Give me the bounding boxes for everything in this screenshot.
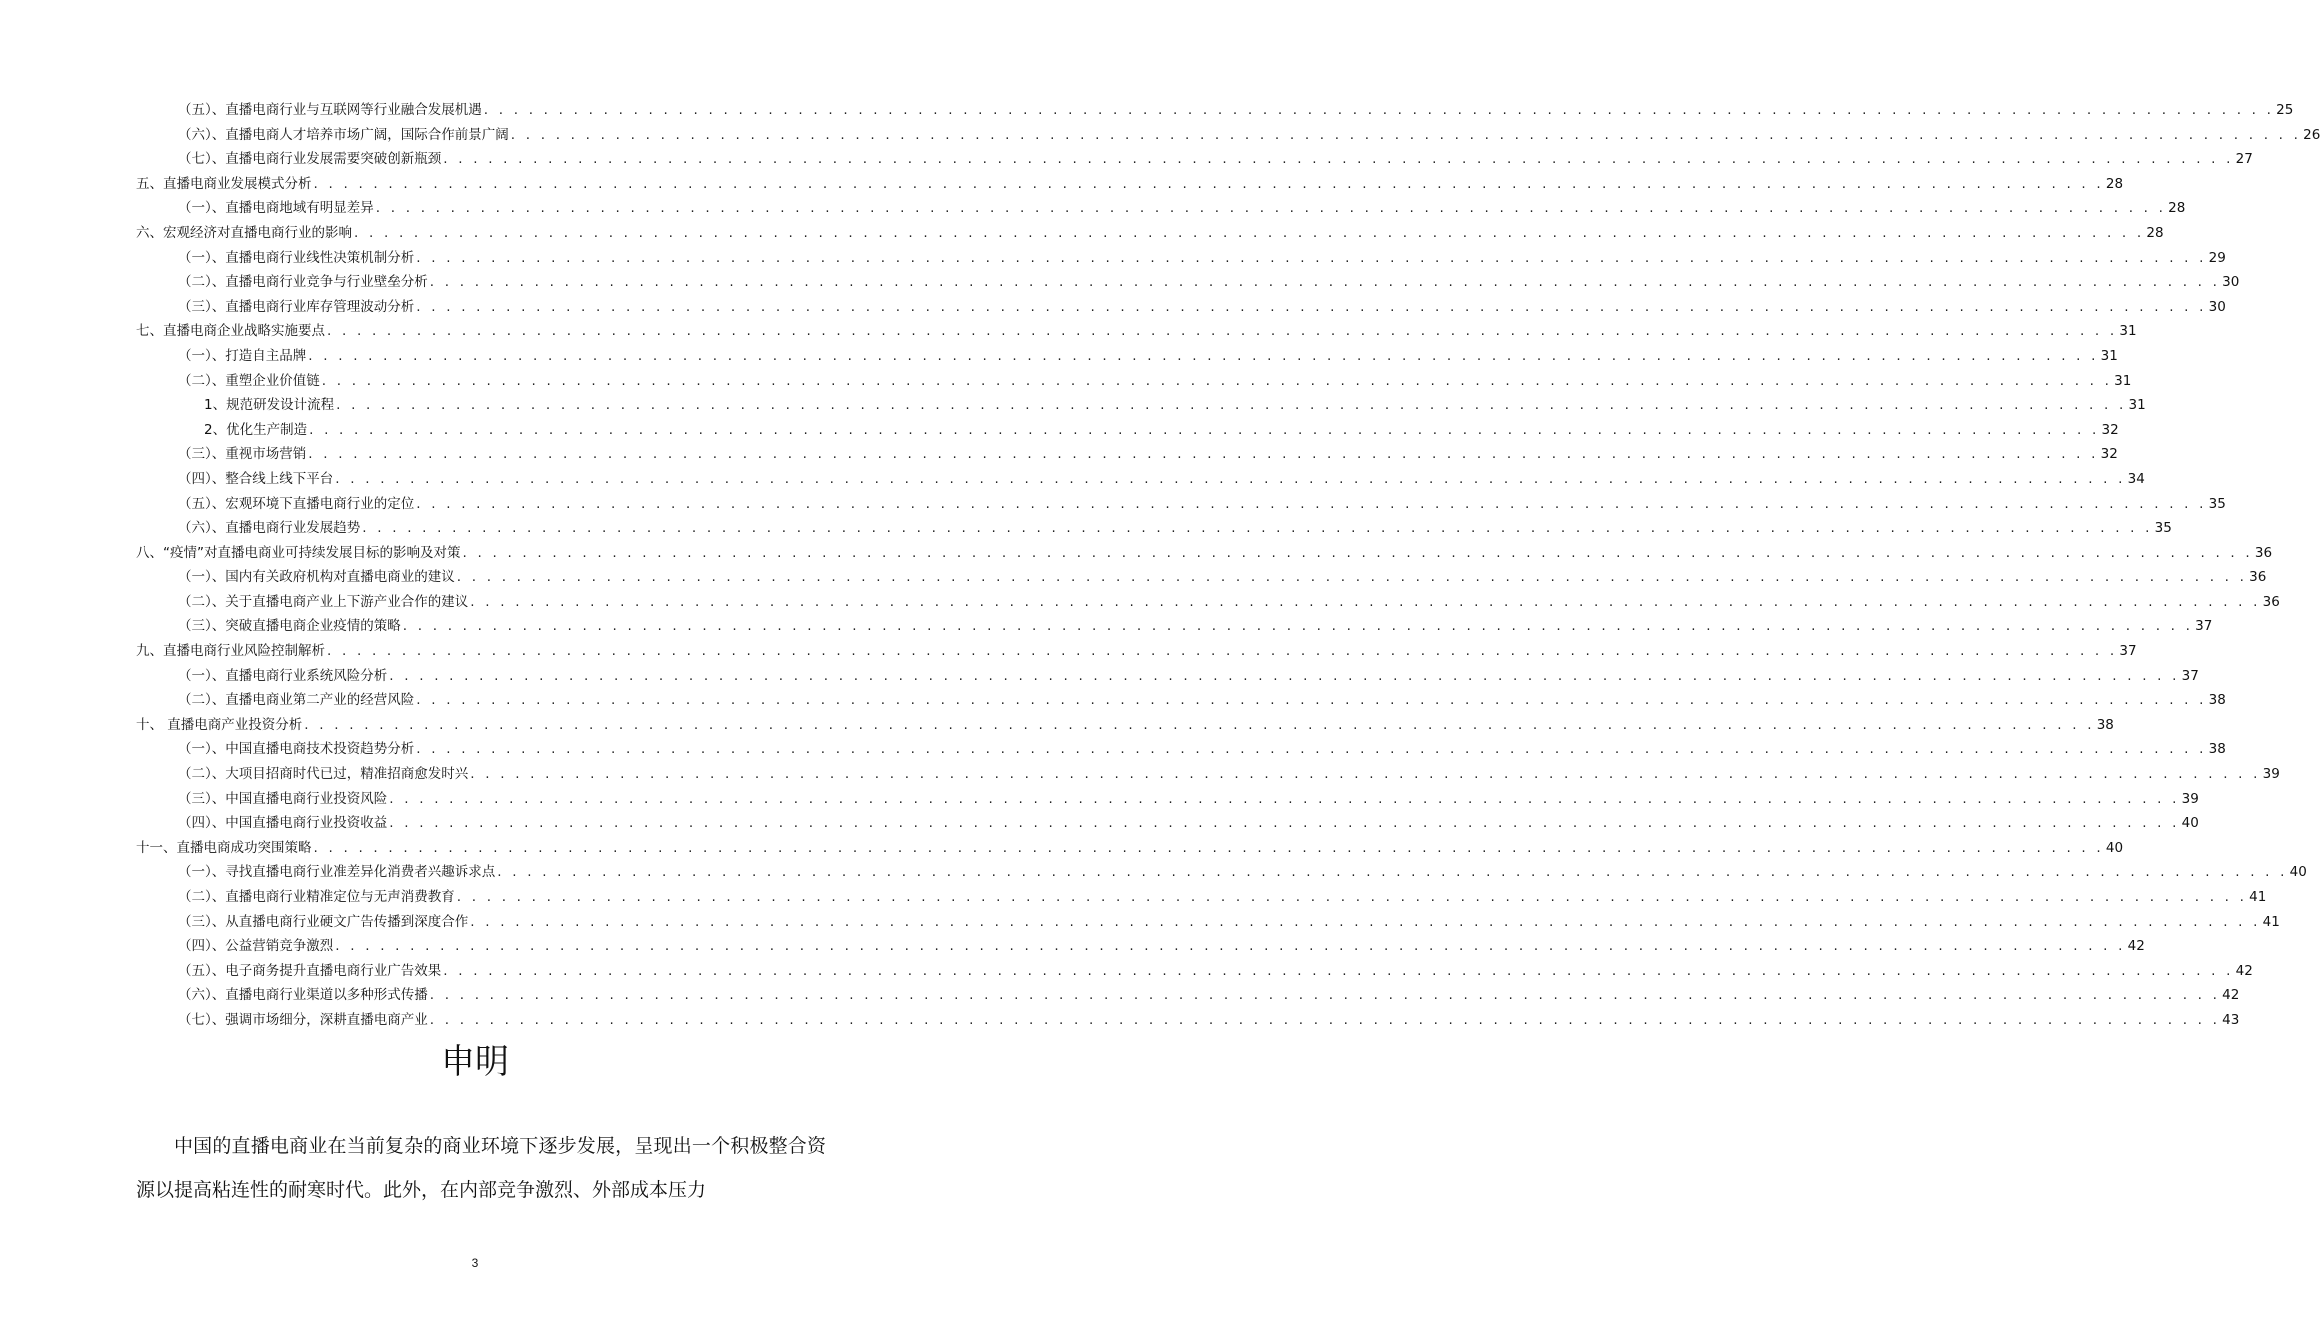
toc-entry-title: （一）、直播电商行业线性决策机制分析	[178, 249, 415, 266]
toc-dot-leader: . . . . . . . . . . . . . . . . . . . . . . . . . . . . . . . . . . . . . . . . . . . . . . . . . . . . . . . . . . . . . . . . . . . . . . . . . . . . . . . . . . . . . . . . . . . . . . . . . . . . . . . . . . . . . . . . . . . . . . . .	[456, 889, 2248, 905]
toc-dot-leader: . . . . . . . . . . . . . . . . . . . . . . . . . . . . . . . . . . . . . . . . . . . . . . . . . . . . . . . . . . . . . . . . . . . . . . . . . . . . . . . . . . . . . . . . . . . . . . . . . . . . . . . . . . . . . . . . . . . . . . . .	[416, 495, 2207, 512]
toc-entry-page: 31	[2100, 347, 2118, 364]
toc-dot-leader: . . . . . . . . . . . . . . . . . . . . . . . . . . . . . . . . . . . . . . . . . . . . . . . . . . . . . . . . . . . . . . . . . . . . . . . . . . . . . . . . . . . . . . . . . . . . . . . . . . . . . . . . . . . . . . . . . . . . . . . .	[456, 569, 2248, 586]
body-paragraph: 中国的直播电商业在当前复杂的商业环境下逐步发展，呈现出一个积极整合资源以提高粘连性的耐寒时代。此外，在内部竞争激烈、外部成本压力	[136, 1135, 826, 1201]
toc-entry-page: 40	[2105, 839, 2124, 856]
toc-dot-leader: . . . . . . . . . . . . . . . . . . . . . . . . . . . . . . . . . . . . . . . . . . . . . . . . . . . . . . . . . . . . . . . . . . . . . . . . . . . . . . . . . . . . . . . . . . . . . . . . . . . . . . . . . . . . . . . . . . . . . . . .	[389, 815, 2180, 832]
toc-entry[interactable]	[0, 467, 2145, 492]
toc-entry-page: 43	[2222, 1011, 2240, 1028]
toc-entry[interactable]	[0, 885, 2267, 910]
toc-entry[interactable]	[0, 590, 2280, 615]
toc-dot-leader: . . . . . . . . . . . . . . . . . . . . . . . . . . . . . . . . . . . . . . . . . . . . . . . . . . . . . . . . . . . . . . . . . . . . . . . . . . . . . . . . . . . . . . . . . . . . . . . . . . . . . . . . . . . . . . . . . . . . . . . .	[470, 593, 2261, 610]
toc-entry-page: 36	[2249, 569, 2267, 586]
toc-dot-leader: . . . . . . . . . . . . . . . . . . . . . . . . . . . . . . . . . . . . . . . . . . . . . . . . . . . . . . . . . . . . . . . . . . . . . . . . . . . . . . . . . . . . . . . . . . . . . . . . . . . . . . . . . . . . . . . . . . . . . . . .	[429, 1011, 2221, 1028]
toc-entry-page: 28	[2168, 200, 2186, 217]
toc-entry-title: 六、宏观经济对直播电商行业的影响	[136, 224, 352, 241]
toc-dot-leader: . . . . . . . . . . . . . . . . . . . . . . . . . . . . . . . . . . . . . . . . . . . . . . . . . . . . . . . . . . . . . . . . . . . . . . . . . . . . . . . . . . . . . . . . . . . . . . . . . . . . . . . . . . . . . . . . . . . . . . . .	[497, 864, 2288, 881]
toc-entry-page: 37	[2195, 618, 2213, 635]
toc-entry[interactable]	[0, 123, 2320, 148]
toc-dot-leader: . . . . . . . . . . . . . . . . . . . . . . . . . . . . . . . . . . . . . . . . . . . . . . . . . . . . . . . . . . . . . . . . . . . . . . . . . . . . . . . . . . . . . . . . . . . . . . . . . . . . . . . . . . . . . . . . . . . . . . . .	[321, 372, 2113, 389]
toc-entry-page: 29	[2208, 249, 2226, 266]
toc-entry-page: 38	[2208, 692, 2226, 709]
toc-entry-title: 2、优化生产制造	[204, 421, 308, 438]
toc-entry[interactable]	[0, 442, 2118, 467]
toc-entry[interactable]	[0, 811, 2199, 836]
toc-dot-leader: . . . . . . . . . . . . . . . . . . . . . . . . . . . . . . . . . . . . . . . . . . . . . . . . . . . . . . . . . . . . . . . . . . . . . . . . . . . . . . . . . . . . . . . . . . . . . . . . . . . . . . . . . . . . . . . . . . . . . . . .	[443, 151, 2234, 168]
toc-entry[interactable]	[0, 934, 2145, 959]
toc-entry[interactable]	[0, 418, 2119, 443]
toc-dot-leader: . . . . . . . . . . . . . . . . . . . . . . . . . . . . . . . . . . . . . . . . . . . . . . . . . . . . . . . . . . . . . . . . . . . . . . . . . . . . . . . . . . . . . . . . . . . . . . . . . . . . . . . . . . . . . . . . . . . . . . . .	[335, 470, 2126, 487]
toc-entry-page: 38	[2208, 741, 2226, 758]
toc-entry-title: （一）、直播电商地域有明显差异	[178, 200, 374, 217]
toc-dot-leader: . . . . . . . . . . . . . . . . . . . . . . . . . . . . . . . . . . . . . . . . . . . . . . . . . . . . . . . . . . . . . . . . . . . . . . . . . . . . . . . . . . . . . . . . . . . . . . . . . . . . . . . . . . . . . . . . . . . . . . . .	[416, 741, 2207, 758]
toc-entry-page: 27	[2235, 151, 2253, 168]
toc-entry[interactable]	[0, 246, 2226, 271]
toc-entry[interactable]	[0, 319, 2137, 344]
toc-entry-page: 31	[2119, 323, 2137, 340]
toc-entry[interactable]	[0, 541, 2273, 566]
toc-dot-leader: . . . . . . . . . . . . . . . . . . . . . . . . . . . . . . . . . . . . . . . . . . . . . . . . . . . . . . . . . . . . . . . . . . . . . . . . . . . . . . . . . . . . . . . . . . . . . . . . . . . . . . . . . . . . . . . . . . . . . . . .	[416, 692, 2207, 709]
toc-entry[interactable]	[0, 565, 2267, 590]
toc-entry[interactable]	[0, 762, 2280, 787]
toc-entry-page: 35	[2154, 520, 2172, 537]
toc-entry[interactable]	[0, 270, 2240, 295]
toc-entry-title: 八、“疫情”对直播电商业可持续发展目标的影响及对策	[136, 544, 461, 561]
toc-entry-title: （二）、关于直播电商产业上下游产业合作的建议	[178, 593, 469, 610]
toc-entry-title: （七）、强调市场细分，深耕直播电商产业	[178, 1011, 428, 1028]
toc-entry-title: 十、 直播电商产业投资分析	[136, 716, 303, 733]
toc-dot-leader: . . . . . . . . . . . . . . . . . . . . . . . . . . . . . . . . . . . . . . . . . . . . . . . . . . . . . . . . . . . . . . . . . . . . . . . . . . . . . . . . . . . . . . . . . . . . . . . . . . . . . . . . . . . . . . . . . . . . . . . .	[308, 446, 2099, 463]
toc-dot-leader: . . . . . . . . . . . . . . . . . . . . . . . . . . . . . . . . . . . . . . . . . . . . . . . . . . . . . . . . . . . . . . . . . . . . . . . . . . . . . . . . . . . . . . . . . . . . . . . . . . . . . . . . . . . . . . . . . . . . . . . .	[389, 667, 2180, 684]
toc-entry-page: 25	[2276, 102, 2294, 118]
toc-entry[interactable]	[0, 688, 2226, 713]
toc-dot-leader: . . . . . . . . . . . . . . . . . . . . . . . . . . . . . . . . . . . . . . . . . . . . . . . . . . . . . . . . . . . . . . . . . . . . . . . . . . . . . . . . . . . . . . . . . . . . . . . . . . . . . . . . . . . . . . . . . . . . . . . .	[462, 544, 2253, 561]
toc-dot-leader: . . . . . . . . . . . . . . . . . . . . . . . . . . . . . . . . . . . . . . . . . . . . . . . . . . . . . . . . . . . . . . . . . . . . . . . . . . . . . . . . . . . . . . . . . . . . . . . . . . . . . . . . . . . . . . . . . . . . . . . .	[362, 520, 2153, 537]
toc-dot-leader: . . . . . . . . . . . . . . . . . . . . . . . . . . . . . . . . . . . . . . . . . . . . . . . . . . . . . . . . . . . . . . . . . . . . . . . . . . . . . . . . . . . . . . . . . . . . . . . . . . . . . . . . . . . . . . . . . . . . . . . .	[336, 397, 2127, 414]
toc-entry-title: （一）、打造自主品牌	[178, 347, 307, 364]
toc-entry[interactable]	[0, 860, 2307, 885]
toc-entry-title: （四）、整合线上线下平台	[178, 470, 334, 487]
toc-entry[interactable]	[0, 737, 2226, 762]
toc-entry-title: （三）、重视市场营销	[178, 446, 307, 463]
toc-entry-page: 34	[2127, 470, 2145, 487]
toc-entry[interactable]	[0, 910, 2280, 935]
toc-entry-page: 35	[2208, 495, 2226, 512]
page-number: 3	[471, 1256, 479, 1270]
toc-dot-leader: . . . . . . . . . . . . . . . . . . . . . . . . . . . . . . . . . . . . . . . . . . . . . . . . . . . . . . . . . . . . . . . . . . . . . . . . . . . . . . . . . . . . . . . . . . . . . . . . . . . . . . . . . . . . . . . . . . . . . . . .	[429, 987, 2221, 1004]
toc-dot-leader: . . . . . . . . . . . . . . . . . . . . . . . . . . . . . . . . . . . . . . . . . . . . . . . . . . . . . . . . . . . . . . . . . . . . . . . . . . . . . . . . . . . . . . . . . . . . . . . . . . . . . . . . . . . . . . . . . . . . . . . .	[327, 643, 2118, 660]
toc-entry-page: 26	[2303, 126, 2320, 143]
toc-entry-title: （五）、宏观环境下直播电商行业的定位	[178, 495, 415, 512]
toc-entry-page: 36	[2254, 544, 2273, 561]
toc-entry[interactable]	[0, 1008, 2240, 1033]
toc-entry-page: 42	[2127, 938, 2145, 955]
toc-entry-page: 31	[2128, 397, 2146, 414]
toc-entry-title: （六）、直播电商行业渠道以多种形式传播	[178, 987, 428, 1004]
toc-entry-page: 39	[2181, 790, 2199, 807]
toc-dot-leader: . . . . . . . . . . . . . . . . . . . . . . . . . . . . . . . . . . . . . . . . . . . . . . . . . . . . . . . . . . . . . . . . . . . . . . . . . . . . . . . . . . . . . . . . . . . . . . . . . . . . . . . . . . . . . . . . . . . . . . . .	[335, 938, 2126, 955]
toc-entry[interactable]	[0, 959, 2253, 984]
toc-dot-leader: . . . . . . . . . . . . . . . . . . . . . . . . . . . . . . . . . . . . . . . . . . . . . . . . . . . . . . . . . . . . . . . . . . . . . . . . . . . . . . . . . . . . . . . . . . . . . . . . . . . . . . . . . . . . . . . . . . . . . . . .	[375, 200, 2167, 217]
toc-entry-title: （三）、从直播电商行业硬文广告传播到深度合作	[178, 913, 469, 930]
toc-dot-leader: . . . . . . . . . . . . . . . . . . . . . . . . . . . . . . . . . . . . . . . . . . . . . . . . . . . . . . . . . . . . . . . . . . . . . . . . . . . . . . . . . . . . . . . . . . . . . . . . . . . . . . . . . . . . . . . . . . . . . . . .	[309, 421, 2100, 438]
toc-entry[interactable]	[0, 295, 2226, 320]
toc-entry-title: （一）、直播电商行业系统风险分析	[178, 667, 388, 684]
toc-entry-title: （三）、突破直播电商企业疫情的策略	[178, 618, 401, 635]
toc-dot-leader: . . . . . . . . . . . . . . . . . . . . . . . . . . . . . . . . . . . . . . . . . . . . . . . . . . . . . . . . . . . . . . . . . . . . . . . . . . . . . . . . . . . . . . . . . . . . . . . . . . . . . . . . . . . . . . . . . . . . . . . .	[416, 249, 2207, 266]
toc-entry-title: （三）、中国直播电商行业投资风险	[178, 790, 388, 807]
toc-entry-page: 40	[2289, 864, 2307, 881]
toc-entry-page: 42	[2235, 962, 2253, 979]
toc-dot-leader: . . . . . . . . . . . . . . . . . . . . . . . . . . . . . . . . . . . . . . . . . . . . . . . . . . . . . . . . . . . . . . . . . . . . . . . . . . . . . . . . . . . . . . . . . . . . . . . . . . . . . . . . . . . . . . . . . . . . . . . .	[510, 126, 2302, 143]
toc-entry-title: 七、直播电商企业战略实施要点	[136, 323, 325, 340]
toc-entry-title: 九、直播电商行业风险控制解析	[136, 643, 325, 660]
toc-dot-leader: . . . . . . . . . . . . . . . . . . . . . . . . . . . . . . . . . . . . . . . . . . . . . . . . . . . . . . . . . . . . . . . . . . . . . . . . . . . . . . . . . . . . . . . . . . . . . . . . . . . . . . . . . . . . . . . . . . . . . . . .	[304, 716, 2095, 733]
toc-dot-leader: . . . . . . . . . . . . . . . . . . . . . . . . . . . . . . . . . . . . . . . . . . . . . . . . . . . . . . . . . . . . . . . . . . . . . . . . . . . . . . . . . . . . . . . . . . . . . . . . . . . . . . . . . . . . . . . . . . . . . . . .	[354, 224, 2145, 241]
toc-entry-title: （二）、直播电商业第二产业的经营风险	[178, 692, 415, 709]
toc-entry-page: 40	[2181, 815, 2199, 832]
section-heading: 申明	[441, 1042, 509, 1082]
toc-entry-title: （五）、直播电商行业与互联网等行业融合发展机遇	[178, 102, 482, 118]
toc-entry-title: （一）、寻找直播电商行业准差异化消费者兴趣诉求点	[178, 864, 496, 881]
toc-dot-leader: . . . . . . . . . . . . . . . . . . . . . . . . . . . . . . . . . . . . . . . . . . . . . . . . . . . . . . . . . . . . . . . . . . . . . . . . . . . . . . . . . . . . . . . . . . . . . . . . . . . . . . . . . . . . . . . . . . . . . . . .	[313, 175, 2104, 192]
toc-entry-title: （三）、直播电商行业库存管理波动分析	[178, 298, 415, 315]
toc-entry[interactable]	[0, 393, 2146, 418]
toc-entry[interactable]	[0, 196, 2186, 221]
toc-dot-leader: . . . . . . . . . . . . . . . . . . . . . . . . . . . . . . . . . . . . . . . . . . . . . . . . . . . . . . . . . . . . . . . . . . . . . . . . . . . . . . . . . . . . . . . . . . . . . . . . . . . . . . . . . . . . . . . . . . . . . . . .	[470, 913, 2261, 930]
toc-entry[interactable]	[0, 516, 2172, 541]
toc-entry-page: 28	[2105, 175, 2124, 192]
toc-entry-title: （一）、国内有关政府机构对直播电商业的建议	[178, 569, 455, 586]
toc-dot-leader: . . . . . . . . . . . . . . . . . . . . . . . . . . . . . . . . . . . . . . . . . . . . . . . . . . . . . . . . . . . . . . . . . . . . . . . . . . . . . . . . . . . . . . . . . . . . . . . . . . . . . . . . . . . . . . . . . . . . . . . .	[483, 102, 2275, 118]
toc-entry-page: 37	[2181, 667, 2199, 684]
toc-entry-title: （一）、中国直播电商技术投资趋势分析	[178, 741, 415, 758]
toc-dot-leader: . . . . . . . . . . . . . . . . . . . . . . . . . . . . . . . . . . . . . . . . . . . . . . . . . . . . . . . . . . . . . . . . . . . . . . . . . . . . . . . . . . . . . . . . . . . . . . . . . . . . . . . . . . . . . . . . . . . . . . . .	[416, 298, 2207, 315]
toc-entry-title: （四）、中国直播电商行业投资收益	[178, 815, 388, 832]
toc-entry-page: 31	[2114, 372, 2132, 389]
toc-entry-title: （二）、直播电商行业精准定位与无声消费教育	[178, 889, 455, 905]
toc-dot-leader: . . . . . . . . . . . . . . . . . . . . . . . . . . . . . . . . . . . . . . . . . . . . . . . . . . . . . . . . . . . . . . . . . . . . . . . . . . . . . . . . . . . . . . . . . . . . . . . . . . . . . . . . . . . . . . . . . . . . . . . .	[429, 274, 2221, 291]
toc-entry-page: 28	[2146, 224, 2164, 241]
toc-entry[interactable]	[0, 639, 2137, 664]
toc-dot-leader: . . . . . . . . . . . . . . . . . . . . . . . . . . . . . . . . . . . . . . . . . . . . . . . . . . . . . . . . . . . . . . . . . . . . . . . . . . . . . . . . . . . . . . . . . . . . . . . . . . . . . . . . . . . . . . . . . . . . . . . .	[313, 839, 2104, 856]
toc-entry-page: 36	[2262, 593, 2280, 610]
toc-dot-leader: . . . . . . . . . . . . . . . . . . . . . . . . . . . . . . . . . . . . . . . . . . . . . . . . . . . . . . . . . . . . . . . . . . . . . . . . . . . . . . . . . . . . . . . . . . . . . . . . . . . . . . . . . . . . . . . . . . . . . . . .	[327, 323, 2118, 340]
toc-entry-title: （四）、公益营销竞争激烈	[178, 938, 334, 955]
toc-entry-page: 41	[2262, 913, 2280, 930]
toc-entry-title: 1、规范研发设计流程	[204, 397, 335, 414]
toc-entry-title: 五、直播电商业发展模式分析	[136, 175, 312, 192]
toc-entry[interactable]	[0, 221, 2164, 246]
toc-entry-page: 38	[2096, 716, 2114, 733]
table-of-contents	[0, 98, 2320, 1033]
toc-dot-leader: . . . . . . . . . . . . . . . . . . . . . . . . . . . . . . . . . . . . . . . . . . . . . . . . . . . . . . . . . . . . . . . . . . . . . . . . . . . . . . . . . . . . . . . . . . . . . . . . . . . . . . . . . . . . . . . . . . . . . . . .	[308, 347, 2099, 364]
toc-dot-leader: . . . . . . . . . . . . . . . . . . . . . . . . . . . . . . . . . . . . . . . . . . . . . . . . . . . . . . . . . . . . . . . . . . . . . . . . . . . . . . . . . . . . . . . . . . . . . . . . . . . . . . . . . . . . . . . . . . . . . . . .	[402, 618, 2194, 635]
toc-entry[interactable]	[0, 172, 2124, 197]
toc-entry-page: 41	[2249, 889, 2267, 905]
toc-entry-title: 十一、直播电商成功突围策略	[136, 839, 312, 856]
toc-entry[interactable]	[0, 787, 2199, 812]
toc-entry-title: （六）、直播电商人才培养市场广阔，国际合作前景广阔	[178, 126, 509, 143]
toc-entry-title: （二）、大项目招商时代已过，精准招商愈发时兴	[178, 766, 469, 783]
toc-entry-page: 30	[2222, 274, 2240, 291]
toc-dot-leader: . . . . . . . . . . . . . . . . . . . . . . . . . . . . . . . . . . . . . . . . . . . . . . . . . . . . . . . . . . . . . . . . . . . . . . . . . . . . . . . . . . . . . . . . . . . . . . . . . . . . . . . . . . . . . . . . . . . . . . . .	[470, 766, 2261, 783]
toc-entry[interactable]	[0, 614, 2213, 639]
toc-entry-page: 32	[2100, 446, 2118, 463]
toc-entry-title: （二）、直播电商行业竞争与行业壁垒分析	[178, 274, 428, 291]
toc-entry-title: （五）、电子商务提升直播电商行业广告效果	[178, 962, 442, 979]
toc-entry-page: 42	[2222, 987, 2240, 1004]
toc-entry[interactable]	[0, 983, 2240, 1008]
toc-entry[interactable]	[0, 713, 2114, 738]
toc-entry[interactable]	[0, 344, 2118, 369]
toc-entry[interactable]	[0, 147, 2253, 172]
toc-entry[interactable]	[0, 369, 2132, 394]
toc-entry-page: 30	[2208, 298, 2226, 315]
toc-dot-leader: . . . . . . . . . . . . . . . . . . . . . . . . . . . . . . . . . . . . . . . . . . . . . . . . . . . . . . . . . . . . . . . . . . . . . . . . . . . . . . . . . . . . . . . . . . . . . . . . . . . . . . . . . . . . . . . . . . . . . . . .	[443, 962, 2234, 979]
toc-entry-title: （二）、重塑企业价值链	[178, 372, 320, 389]
toc-dot-leader: . . . . . . . . . . . . . . . . . . . . . . . . . . . . . . . . . . . . . . . . . . . . . . . . . . . . . . . . . . . . . . . . . . . . . . . . . . . . . . . . . . . . . . . . . . . . . . . . . . . . . . . . . . . . . . . . . . . . . . . .	[389, 790, 2180, 807]
toc-entry[interactable]	[0, 492, 2226, 517]
toc-entry[interactable]	[0, 98, 2294, 123]
toc-entry-title: （七）、直播电商行业发展需要突破创新瓶颈	[178, 151, 442, 168]
toc-entry-page: 32	[2101, 421, 2119, 438]
toc-entry-page: 37	[2119, 643, 2137, 660]
toc-entry[interactable]	[0, 836, 2124, 861]
toc-entry-title: （六）、直播电商行业发展趋势	[178, 520, 361, 537]
toc-entry-page: 39	[2262, 766, 2280, 783]
toc-entry[interactable]	[0, 664, 2199, 689]
